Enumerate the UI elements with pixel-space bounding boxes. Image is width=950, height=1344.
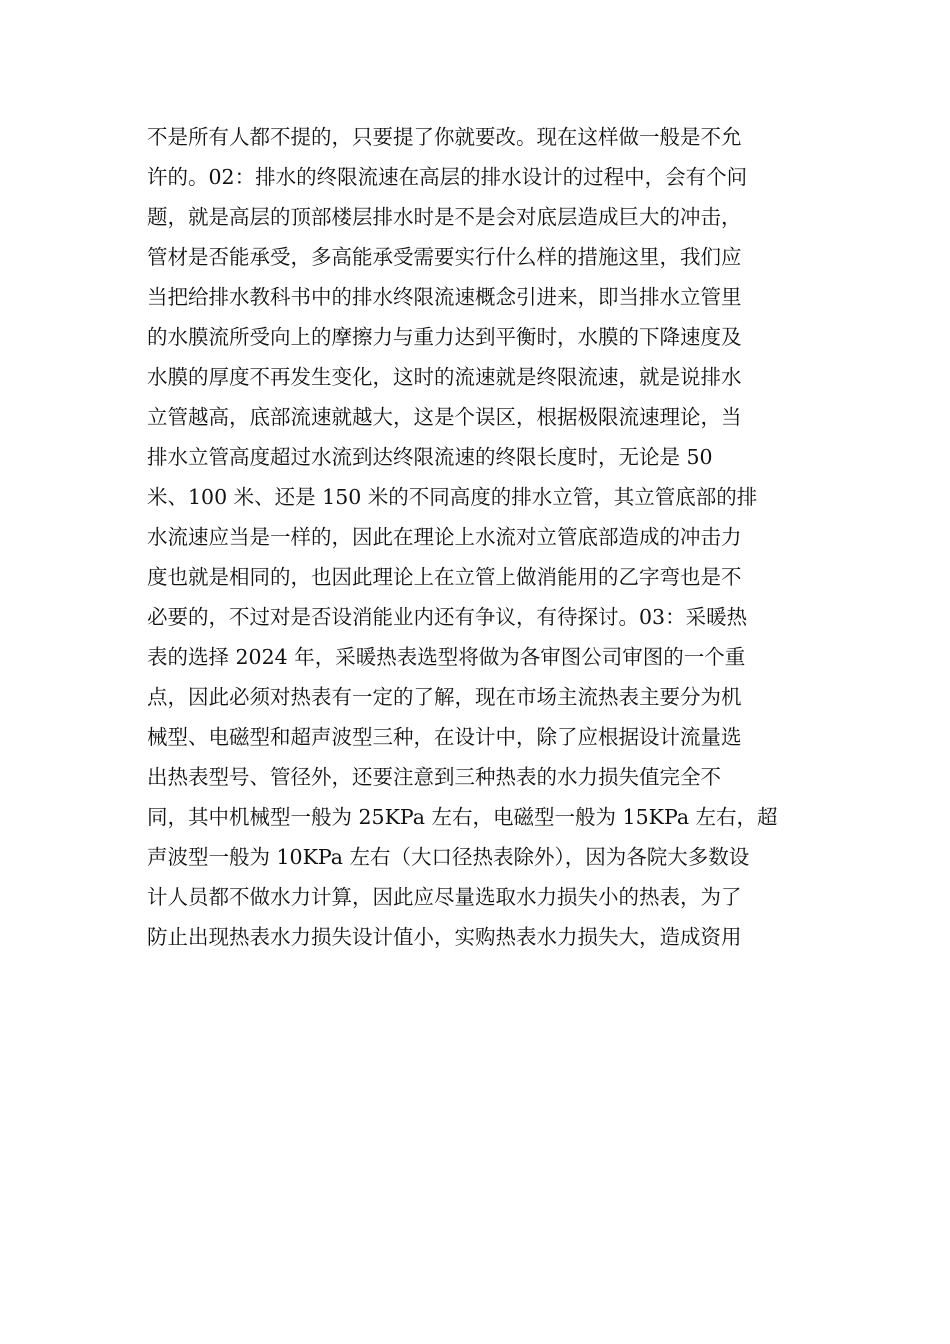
text-line-6: 的水膜流所受向上的摩擦力与重力达到平衡时，水膜的下降速度及 <box>147 325 742 349</box>
text-line-4: 管材是否能承受，多高能承受需要实行什么样的措施这里，我们应 <box>147 245 742 269</box>
text-line-2: 许的。02：排水的终限流速在高层的排水设计的过程中，会有个问 <box>147 165 748 189</box>
text-line-15: 点，因此必须对热表有一定的了解，现在市场主流热表主要分为机 <box>147 685 742 709</box>
text-line-10: 米、100 米、还是 150 米的不同高度的排水立管，其立管底部的排 <box>147 485 758 509</box>
text-line-14: 表的选择 2024 年，采暖热表选型将做为各审图公司审图的一个重 <box>147 645 746 669</box>
text-line-1: 不是所有人都不提的，只要提了你就要改。现在这样做一般是不允 <box>147 125 742 149</box>
text-line-16: 械型、电磁型和超声波型三种，在设计中，除了应根据设计流量选 <box>147 725 742 749</box>
text-line-18: 同，其中机械型一般为 25KPa 左右，电磁型一般为 15KPa 左右，超 <box>147 805 778 829</box>
text-line-11: 水流速应当是一样的，因此在理论上水流对立管底部造成的冲击力 <box>147 525 742 549</box>
text-line-7: 水膜的厚度不再发生变化，这时的流速就是终限流速，就是说排水 <box>147 365 742 389</box>
text-line-17: 出热表型号、管径外，还要注意到三种热表的水力损失值完全不 <box>147 765 721 789</box>
text-line-19: 声波型一般为 10KPa 左右（大口径热表除外），因为各院大多数设 <box>147 845 750 869</box>
text-line-5: 当把给排水教科书中的排水终限流速概念引进来，即当排水立管里 <box>147 285 742 309</box>
text-line-8: 立管越高，底部流速就越大，这是个误区，根据极限流速理论，当 <box>147 405 742 429</box>
text-line-9: 排水立管高度超过水流到达终限流速的终限长度时，无论是 50 <box>147 445 713 469</box>
text-line-21: 防止出现热表水力损失设计值小，实购热表水力损失大，造成资用 <box>147 925 742 949</box>
body-text <box>147 117 807 957</box>
text-line-20: 计人员都不做水力计算，因此应尽量选取水力损失小的热表，为了 <box>147 885 742 909</box>
text-line-3: 题，就是高层的顶部楼层排水时是不是会对底层造成巨大的冲击， <box>147 205 742 229</box>
text-line-12: 度也就是相同的，也因此理论上在立管上做消能用的乙字弯也是不 <box>147 565 742 589</box>
text-line-13: 必要的，不过对是否设消能业内还有争议，有待探讨。03：采暖热 <box>147 605 748 629</box>
